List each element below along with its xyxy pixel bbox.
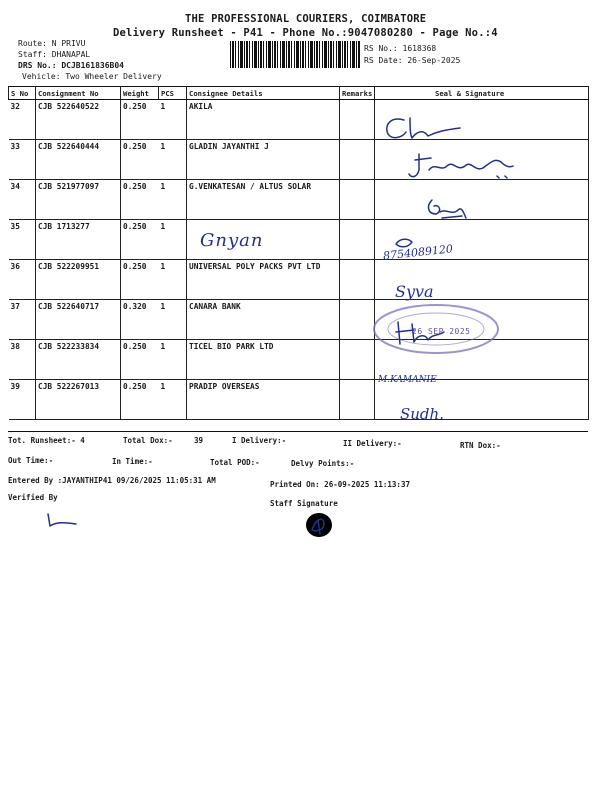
cell-remarks [340, 340, 375, 380]
cell-consignment: CJB 522267013 [36, 380, 121, 420]
ii-delivery: II Delivery:- [343, 439, 402, 448]
entered-by: Entered By :JAYANTHIP41 09/26/2025 11:05:31 AM [8, 476, 216, 485]
cell-remarks [340, 220, 375, 260]
cell-sno: 38 [9, 340, 36, 380]
printed-on: Printed On: 26-09-2025 11:13:37 [270, 480, 410, 489]
cell-consignment: CJB 521977097 [36, 180, 121, 220]
cell-pcs: 1 [159, 260, 187, 300]
table-row [9, 220, 589, 260]
col-sno: S No [9, 87, 36, 100]
cell-signature [375, 340, 589, 380]
company-title: THE PROFESSIONAL COURIERS, COIMBATORE [185, 13, 427, 25]
cell-signature [375, 180, 589, 220]
cell-sno: 34 [9, 180, 36, 220]
cell-sno: 36 [9, 260, 36, 300]
cell-sno: 37 [9, 300, 36, 340]
col-signature: Seal & Signature [375, 87, 589, 100]
cell-weight: 0.250 [121, 220, 159, 260]
runsheet-subtitle: Delivery Runsheet - P41 - Phone No.:9047080280 - Page No.:4 [113, 27, 498, 39]
cell-sno: 39 [9, 380, 36, 420]
route: Route: N PRIVU [18, 39, 86, 48]
cell-remarks [340, 100, 375, 140]
cell-consignment: CJB 522640444 [36, 140, 121, 180]
rtn-dox: RTN Dox:- [460, 441, 501, 450]
cell-sno: 33 [9, 140, 36, 180]
row38-signature-text: M.KAMANIE [378, 375, 437, 385]
total-pod: Total POD:- [210, 458, 260, 467]
cell-pcs: 1 [159, 300, 187, 340]
cell-consignee: G.VENKATESAN / ALTUS SOLAR [187, 180, 340, 220]
cell-remarks [340, 180, 375, 220]
verified-by-signature [42, 510, 82, 532]
table-row [9, 340, 589, 380]
barcode [230, 41, 360, 68]
cell-weight: 0.250 [121, 380, 159, 420]
drs-number: DRS No.: DCJB161836B04 [18, 61, 124, 70]
table-row [9, 300, 589, 340]
cell-signature [375, 100, 589, 140]
cell-sno: 35 [9, 220, 36, 260]
cell-remarks [340, 140, 375, 180]
row35-phone: 8754089120 [382, 242, 454, 263]
cell-pcs: 1 [159, 380, 187, 420]
table-row [9, 100, 589, 140]
table-row [9, 260, 589, 300]
delvy-points: Delvy Points:- [291, 459, 355, 468]
cell-weight: 0.250 [121, 100, 159, 140]
cell-consignment: CJB 522640522 [36, 100, 121, 140]
cell-signature [375, 300, 589, 340]
col-weight: Weight [121, 87, 159, 100]
cell-consignee: PRADIP OVERSEAS [187, 380, 340, 420]
cell-consignee: AKILA [187, 100, 340, 140]
staff-signature-label: Staff Signature [270, 499, 338, 508]
rs-date: RS Date: 26-Sep-2025 [364, 56, 461, 65]
cell-remarks [340, 380, 375, 420]
col-consignee: Consignee Details [187, 87, 340, 100]
cell-consignee: UNIVERSAL POLY PACKS PVT LTD [187, 260, 340, 300]
cell-weight: 0.320 [121, 300, 159, 340]
in-time: In Time:- [112, 457, 153, 466]
cell-consignment: CJB 522640717 [36, 300, 121, 340]
table-row [9, 140, 589, 180]
total-dox-value: 39 [194, 436, 204, 445]
verified-by: Verified By [8, 493, 58, 502]
cell-pcs: 1 [159, 340, 187, 380]
cell-weight: 0.250 [121, 260, 159, 300]
cell-consignee: TICEL BIO PARK LTD [187, 340, 340, 380]
staff: Staff: DHANAPAL [18, 50, 91, 59]
col-consignment: Consignment No [36, 87, 121, 100]
cell-weight: 0.250 [121, 140, 159, 180]
stamp-date: 26 SEP 2025 [412, 327, 471, 336]
cell-consignee: GLADIN JAYANTHI J [187, 140, 340, 180]
cell-pcs: 1 [159, 140, 187, 180]
cell-weight: 0.250 [121, 340, 159, 380]
runsheet-table [8, 86, 589, 420]
cell-remarks [340, 260, 375, 300]
row35-handwritten-consignee: Gnyan [200, 230, 264, 251]
cell-remarks [340, 300, 375, 340]
vehicle: Vehicle: Two Wheeler Delivery [22, 72, 162, 81]
cell-consignment: CJB 522209951 [36, 260, 121, 300]
cell-pcs: 1 [159, 100, 187, 140]
out-time: Out Time:- [8, 456, 54, 465]
col-remarks: Remarks [340, 87, 375, 100]
cell-signature [375, 140, 589, 180]
cell-consignee: CANARA BANK [187, 300, 340, 340]
row39-signature-text: Sudh. [400, 405, 444, 423]
rs-number: RS No.: 1618368 [364, 44, 437, 53]
cell-weight: 0.250 [121, 180, 159, 220]
table-row [9, 180, 589, 220]
table-bottom-rule [8, 431, 588, 432]
i-delivery: I Delivery:- [232, 436, 287, 445]
cell-pcs: 1 [159, 180, 187, 220]
staff-signature-mark [298, 506, 338, 542]
total-dox-label: Total Dox:- [123, 436, 173, 445]
cell-consignment: CJB 1713277 [36, 220, 121, 260]
table-row [9, 380, 589, 420]
col-pcs: PCS [159, 87, 187, 100]
row36-signature-text: Syva [395, 282, 434, 301]
tot-runsheet: Tot. Runsheet:- 4 [8, 436, 85, 445]
cell-pcs: 1 [159, 220, 187, 260]
cell-consignment: CJB 522233834 [36, 340, 121, 380]
table-header-row [9, 87, 589, 100]
cell-sno: 32 [9, 100, 36, 140]
